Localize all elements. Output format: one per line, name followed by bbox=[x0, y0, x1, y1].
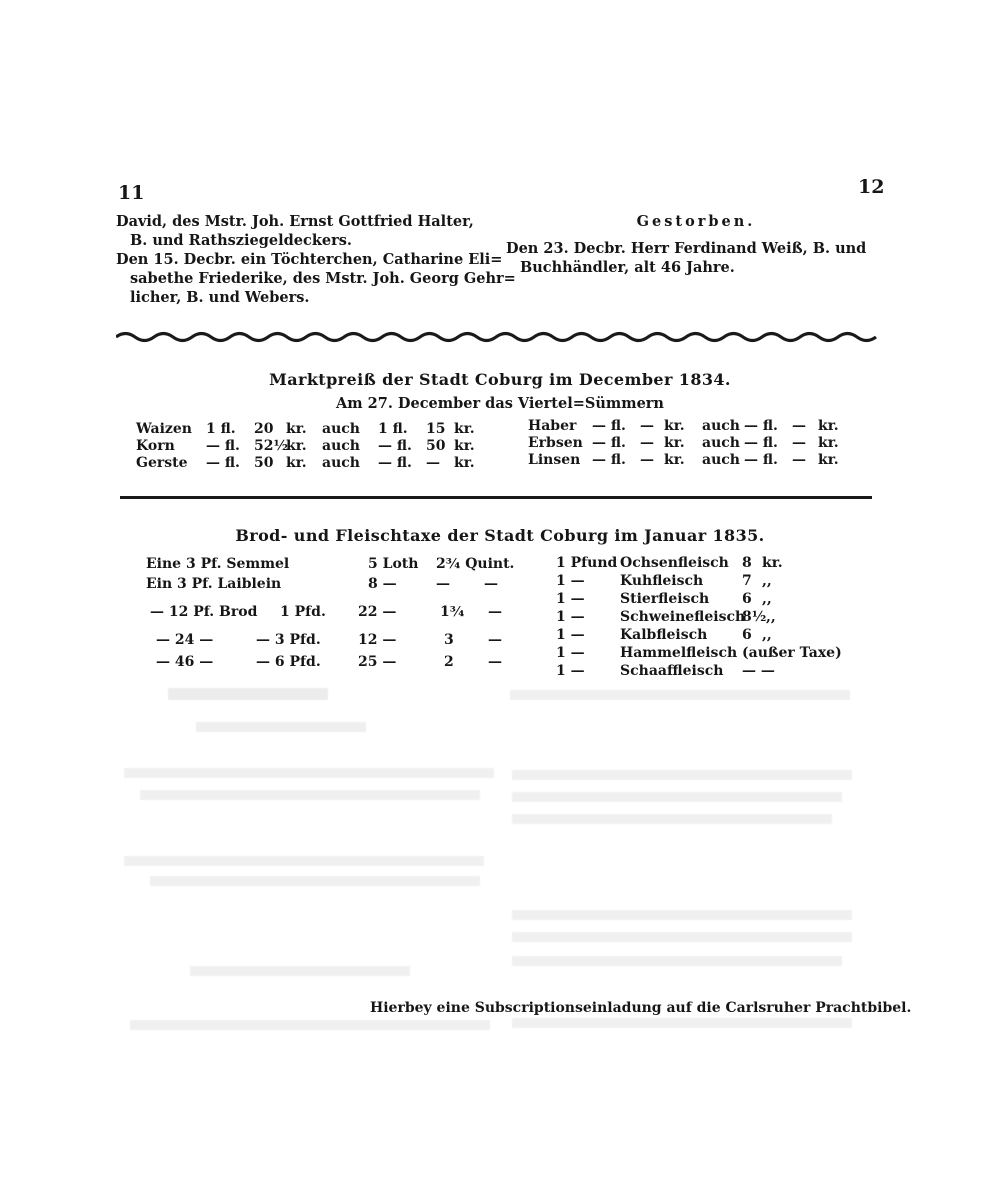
grain-name: Waizen bbox=[136, 421, 192, 437]
price-kr-value: 50 bbox=[426, 438, 446, 454]
section-rule bbox=[120, 496, 872, 499]
price-fl: — fl. bbox=[378, 455, 412, 471]
meat-price: 6 bbox=[742, 591, 752, 607]
bread-item: Eine 3 Pf. Semmel bbox=[146, 556, 290, 572]
bread-item: — 24 — bbox=[156, 632, 214, 648]
meat-qty: 1 — bbox=[556, 609, 585, 625]
price-kr-unit: kr. bbox=[664, 418, 685, 434]
meat-unit: ,, bbox=[762, 627, 772, 643]
price-fl: — fl. bbox=[592, 418, 626, 434]
wavy-divider bbox=[116, 330, 878, 344]
price-kr-unit: kr. bbox=[664, 435, 685, 451]
price-kr-unit: kr. bbox=[454, 455, 475, 471]
bread-item: — 46 — bbox=[156, 654, 214, 670]
bread-extra: — bbox=[488, 654, 502, 670]
deaths-heading: Gestorben. bbox=[636, 213, 756, 230]
price-kr-unit: kr. bbox=[286, 421, 307, 437]
grain-name: Linsen bbox=[528, 452, 581, 468]
right-column-line: Buchhändler, alt 46 Jahre. bbox=[520, 259, 735, 276]
meat-unit: ,, bbox=[762, 573, 772, 589]
meat-price: 7 bbox=[742, 573, 752, 589]
bread-quint: 3 bbox=[444, 632, 454, 648]
meat-kind: Schaaffleisch bbox=[620, 663, 724, 679]
bread-weight: 25 — bbox=[358, 654, 397, 670]
price-fl: — fl. bbox=[592, 435, 626, 451]
page-number-left: 11 bbox=[118, 182, 145, 204]
bread-pound: — 3 Pfd. bbox=[256, 632, 321, 648]
price-kr-unit: kr. bbox=[286, 438, 307, 454]
price-kr-unit: kr. bbox=[454, 421, 475, 437]
tariff-title: Brod- und Fleischtaxe der Stadt Coburg im Januar 1835. bbox=[235, 526, 765, 545]
price-fl: — fl. bbox=[206, 455, 240, 471]
price-fl: 1 fl. bbox=[378, 421, 408, 437]
meat-qty: 1 — bbox=[556, 645, 585, 661]
price-kr-unit: kr. bbox=[664, 452, 685, 468]
bread-pound: — 6 Pfd. bbox=[256, 654, 321, 670]
meat-price: 8½ bbox=[742, 609, 767, 625]
meat-price: 6 bbox=[742, 627, 752, 643]
meat-kind: Kalbfleisch bbox=[620, 627, 708, 643]
auch-label: auch bbox=[702, 452, 740, 468]
bread-quint: 2¾ Quint. bbox=[436, 556, 515, 572]
left-column bbox=[116, 212, 516, 307]
meat-kind: Ochsenfleisch bbox=[620, 555, 729, 571]
meat-qty: 1 — bbox=[556, 663, 585, 679]
price-fl: — fl. bbox=[744, 418, 778, 434]
bread-quint: — bbox=[436, 576, 450, 592]
bread-extra: — bbox=[488, 604, 502, 620]
right-column bbox=[506, 212, 886, 277]
auch-label: auch bbox=[322, 438, 360, 454]
price-kr-value: — bbox=[640, 435, 654, 451]
bread-extra: — bbox=[484, 576, 498, 592]
price-fl: — fl. bbox=[744, 435, 778, 451]
price-kr-value: — bbox=[426, 455, 440, 471]
meat-unit: kr. bbox=[762, 555, 783, 571]
footer-note: Hierbey eine Subscriptionseinladung auf die Carlsruher Prachtbibel. bbox=[370, 1000, 912, 1016]
meat-kind: Schweinefleisch bbox=[620, 609, 746, 625]
meat-unit: ,, bbox=[766, 609, 776, 625]
price-kr-value: 52½ bbox=[254, 438, 289, 454]
meat-qty: 1 — bbox=[556, 591, 585, 607]
market-title: Marktpreiß der Stadt Coburg im December 1834. bbox=[269, 370, 731, 389]
grain-name: Gerste bbox=[136, 455, 188, 471]
bread-weight: 12 — bbox=[358, 632, 397, 648]
bread-extra: — bbox=[488, 632, 502, 648]
grain-name: Haber bbox=[528, 418, 577, 434]
meat-price: — — bbox=[742, 663, 775, 679]
price-kr-value: — bbox=[792, 435, 806, 451]
meat-qty: 1 — bbox=[556, 573, 585, 589]
grain-name: Korn bbox=[136, 438, 175, 454]
auch-label: auch bbox=[702, 418, 740, 434]
meat-kind: Stierfleisch bbox=[620, 591, 710, 607]
left-column-line: sabethe Friederike, des Mstr. Joh. Georg Gehr= bbox=[130, 270, 516, 287]
price-kr-value: 15 bbox=[426, 421, 446, 437]
bread-item: Ein 3 Pf. Laiblein bbox=[146, 576, 282, 592]
price-kr-value: — bbox=[640, 452, 654, 468]
bread-weight: 22 — bbox=[358, 604, 397, 620]
price-kr-unit: kr. bbox=[454, 438, 475, 454]
meat-price: 8 bbox=[742, 555, 752, 571]
price-fl: 1 fl. bbox=[206, 421, 236, 437]
price-kr-unit: kr. bbox=[818, 418, 839, 434]
meat-unit: ,, bbox=[762, 591, 772, 607]
price-fl: — fl. bbox=[744, 452, 778, 468]
bread-quint: 1¾ bbox=[440, 604, 465, 620]
price-kr-value: — bbox=[792, 418, 806, 434]
bread-weight: 5 Loth bbox=[368, 556, 419, 572]
bread-quint: 2 bbox=[444, 654, 454, 670]
auch-label: auch bbox=[322, 455, 360, 471]
price-kr-unit: kr. bbox=[286, 455, 307, 471]
auch-label: auch bbox=[702, 435, 740, 451]
meat-price: (außer Taxe) bbox=[742, 645, 842, 661]
price-kr-value: — bbox=[792, 452, 806, 468]
bread-weight: 8 — bbox=[368, 576, 397, 592]
left-column-line: B. und Rathsziegeldeckers. bbox=[130, 232, 352, 249]
left-column-line: David, des Mstr. Joh. Ernst Gottfried Halter, bbox=[116, 213, 474, 230]
price-kr-value: 20 bbox=[254, 421, 274, 437]
right-column-line: Den 23. Decbr. Herr Ferdinand Weiß, B. und bbox=[506, 240, 867, 257]
auch-label: auch bbox=[322, 421, 360, 437]
price-fl: — fl. bbox=[378, 438, 412, 454]
grain-name: Erbsen bbox=[528, 435, 583, 451]
page-number-right: 12 bbox=[858, 176, 885, 198]
price-kr-value: — bbox=[640, 418, 654, 434]
meat-qty: 1 Pfund bbox=[556, 555, 618, 571]
left-column-line: Den 15. Decbr. ein Töchterchen, Catharine Eli= bbox=[116, 251, 503, 268]
market-subtitle: Am 27. December das Viertel=Sümmern bbox=[336, 395, 664, 412]
bread-item: — 12 Pf. Brod bbox=[150, 604, 258, 620]
price-fl: — fl. bbox=[206, 438, 240, 454]
price-kr-unit: kr. bbox=[818, 452, 839, 468]
left-column-line: licher, B. und Webers. bbox=[130, 289, 310, 306]
price-kr-value: 50 bbox=[254, 455, 274, 471]
bread-pound: 1 Pfd. bbox=[280, 604, 326, 620]
meat-kind: Kuhfleisch bbox=[620, 573, 704, 589]
price-kr-unit: kr. bbox=[818, 435, 839, 451]
meat-kind: Hammelfleisch bbox=[620, 645, 738, 661]
meat-qty: 1 — bbox=[556, 627, 585, 643]
price-fl: — fl. bbox=[592, 452, 626, 468]
